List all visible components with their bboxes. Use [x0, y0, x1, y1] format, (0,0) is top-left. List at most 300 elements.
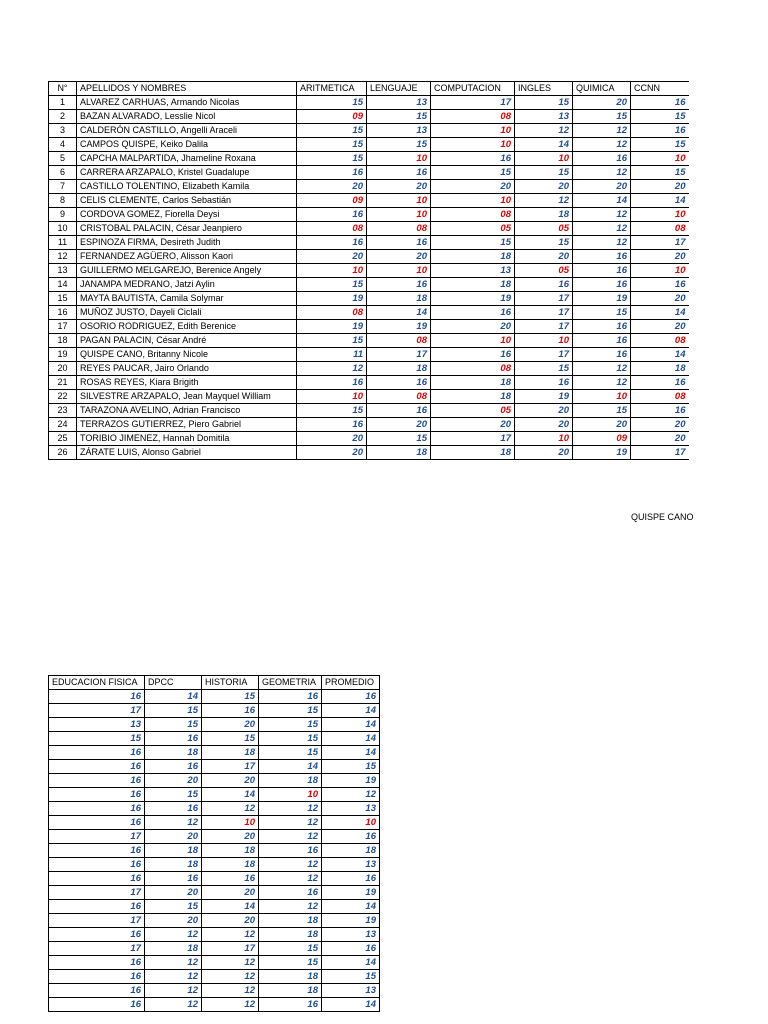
grade-cell: 20 — [202, 830, 259, 844]
grade-cell: 15 — [145, 718, 202, 732]
grade-cell: 13 — [322, 928, 380, 942]
student-name: ALVAREZ CARHUAS, Armando Nicolas — [77, 96, 297, 110]
grade-cell: 20 — [573, 418, 631, 432]
grade-cell: 14 — [322, 900, 380, 914]
grade-cell: 12 — [573, 138, 631, 152]
grade-cell: 20 — [515, 404, 573, 418]
table-row — [49, 194, 689, 208]
student-name: CORDOVA GOMEZ, Fiorella Deysi — [77, 208, 297, 222]
student-name: GUILLERMO MELGAREJO, Berenice Angely — [77, 264, 297, 278]
grade-cell: 14 — [515, 138, 573, 152]
grade-cell: 10 — [367, 208, 431, 222]
grade-cell: 12 — [297, 362, 367, 376]
row-number: 11 — [49, 236, 77, 250]
grade-cell: 15 — [145, 900, 202, 914]
grade-cell: 14 — [322, 956, 380, 970]
grade-cell: 15 — [431, 166, 515, 180]
grade-cell: 15 — [297, 152, 367, 166]
grade-cell: 12 — [145, 816, 202, 830]
student-name: CALDERÓN CASTILLO, Angelli Araceli — [77, 124, 297, 138]
grade-cell: 16 — [49, 956, 145, 970]
grade-cell: 20 — [515, 180, 573, 194]
grade-cell: 16 — [297, 166, 367, 180]
grade-cell: 08 — [431, 362, 515, 376]
student-name: QUISPE CANO, Britanny Nicole — [77, 348, 297, 362]
table-row — [49, 180, 689, 194]
grade-cell: 18 — [259, 928, 322, 942]
student-name: PAGAN PALACIN, César André — [77, 334, 297, 348]
row-number: 20 — [49, 362, 77, 376]
grade-cell: 12 — [573, 208, 631, 222]
grade-cell: 15 — [202, 690, 259, 704]
grade-cell: 14 — [322, 718, 380, 732]
table-row — [49, 914, 380, 928]
grade-cell: 16 — [145, 802, 202, 816]
grade-cell: 20 — [297, 432, 367, 446]
grade-cell: 10 — [631, 152, 689, 166]
grade-cell: 15 — [259, 956, 322, 970]
student-name: MAYTA BAUTISTA, Camila Solymar — [77, 292, 297, 306]
grade-cell: 16 — [49, 690, 145, 704]
table-row — [49, 334, 689, 348]
table-row — [49, 704, 380, 718]
grade-cell: 15 — [367, 110, 431, 124]
table-row — [49, 970, 380, 984]
row-number: 1 — [49, 96, 77, 110]
grade-cell: 15 — [297, 334, 367, 348]
column-header: ARITMETICA — [297, 82, 367, 96]
grade-cell: 15 — [259, 718, 322, 732]
grade-cell: 10 — [367, 194, 431, 208]
grade-cell: 17 — [431, 432, 515, 446]
student-name: ROSAS REYES, Kiara Brigith — [77, 376, 297, 390]
grade-cell: 20 — [515, 418, 573, 432]
grade-cell: 12 — [202, 984, 259, 998]
grade-cell: 16 — [259, 886, 322, 900]
grade-cell: 10 — [515, 334, 573, 348]
student-name: OSORIO RODRIGUEZ, Edith Berenice — [77, 320, 297, 334]
row-number: 16 — [49, 306, 77, 320]
grade-cell: 19 — [431, 292, 515, 306]
grade-cell: 15 — [631, 138, 689, 152]
grade-cell: 20 — [367, 250, 431, 264]
student-name: TORIBIO JIMENEZ, Hannah Domitila — [77, 432, 297, 446]
grade-cell: 16 — [49, 774, 145, 788]
grade-cell: 05 — [431, 222, 515, 236]
grade-cell: 20 — [367, 180, 431, 194]
grade-cell: 10 — [431, 124, 515, 138]
grade-cell: 15 — [297, 124, 367, 138]
grade-cell: 16 — [367, 376, 431, 390]
table-row — [49, 250, 689, 264]
table-row — [49, 774, 380, 788]
grade-cell: 10 — [297, 264, 367, 278]
grade-cell: 10 — [573, 390, 631, 404]
grade-cell: 08 — [367, 334, 431, 348]
grade-cell: 12 — [259, 816, 322, 830]
student-name: CASTILLO TOLENTINO, Elizabeth Kamila — [77, 180, 297, 194]
student-name: FERNANDEZ AGÜERO, Alisson Kaori — [77, 250, 297, 264]
grade-cell: 13 — [322, 802, 380, 816]
grade-cell: 17 — [631, 236, 689, 250]
grade-cell: 20 — [631, 250, 689, 264]
grade-cell: 10 — [431, 138, 515, 152]
grade-cell: 08 — [297, 222, 367, 236]
grade-cell: 14 — [631, 194, 689, 208]
grade-cell: 17 — [49, 914, 145, 928]
row-number: 21 — [49, 376, 77, 390]
row-number: 23 — [49, 404, 77, 418]
grade-cell: 18 — [431, 376, 515, 390]
grade-cell: 18 — [367, 362, 431, 376]
row-number: 19 — [49, 348, 77, 362]
grade-cell: 12 — [259, 872, 322, 886]
grade-cell: 12 — [515, 194, 573, 208]
grade-cell: 18 — [145, 942, 202, 956]
grade-cell: 18 — [431, 278, 515, 292]
table-row — [49, 872, 380, 886]
grade-cell: 14 — [202, 900, 259, 914]
row-number: 12 — [49, 250, 77, 264]
table-row — [49, 390, 689, 404]
grade-cell: 12 — [259, 802, 322, 816]
grade-cell: 18 — [515, 208, 573, 222]
grade-cell: 15 — [259, 942, 322, 956]
grade-cell: 16 — [297, 236, 367, 250]
grade-cell: 18 — [145, 858, 202, 872]
grade-cell: 12 — [145, 998, 202, 1012]
table-row — [49, 376, 689, 390]
grade-cell: 13 — [49, 718, 145, 732]
table-row — [49, 124, 689, 138]
grade-cell: 12 — [202, 998, 259, 1012]
row-number: 18 — [49, 334, 77, 348]
grade-cell: 12 — [202, 956, 259, 970]
column-header: PROMEDIO — [322, 676, 380, 690]
table-row — [49, 942, 380, 956]
grade-cell: 19 — [573, 292, 631, 306]
row-number: 22 — [49, 390, 77, 404]
student-name: REYES PAUCAR, Jairo Orlando — [77, 362, 297, 376]
grade-cell: 15 — [573, 306, 631, 320]
grade-cell: 17 — [515, 292, 573, 306]
grade-cell: 16 — [515, 376, 573, 390]
student-name: CAPCHA MALPARTIDA, Jhameline Roxana — [77, 152, 297, 166]
grade-cell: 20 — [202, 718, 259, 732]
grade-cell: 20 — [297, 446, 367, 460]
grade-cell: 16 — [49, 984, 145, 998]
row-number: 10 — [49, 222, 77, 236]
grade-cell: 16 — [49, 788, 145, 802]
grade-cell: 18 — [322, 844, 380, 858]
grade-cell: 10 — [202, 816, 259, 830]
grade-cell: 12 — [573, 362, 631, 376]
grade-cell: 20 — [431, 320, 515, 334]
grade-cell: 20 — [573, 96, 631, 110]
grade-cell: 16 — [49, 816, 145, 830]
grade-cell: 16 — [573, 264, 631, 278]
grade-cell: 16 — [49, 928, 145, 942]
grade-cell: 12 — [573, 166, 631, 180]
grade-cell: 16 — [573, 320, 631, 334]
grade-cell: 14 — [631, 348, 689, 362]
grade-cell: 20 — [145, 830, 202, 844]
table-row — [49, 746, 380, 760]
grade-cell: 16 — [49, 998, 145, 1012]
grade-cell: 12 — [202, 928, 259, 942]
table-row — [49, 900, 380, 914]
table-row — [49, 788, 380, 802]
grade-cell: 20 — [515, 446, 573, 460]
grade-cell: 20 — [202, 886, 259, 900]
column-header: N° — [49, 82, 77, 96]
grade-cell: 13 — [367, 96, 431, 110]
grade-cell: 16 — [367, 404, 431, 418]
grade-cell: 12 — [573, 376, 631, 390]
grade-cell: 16 — [631, 278, 689, 292]
grade-cell: 16 — [49, 872, 145, 886]
grade-cell: 09 — [297, 194, 367, 208]
grade-cell: 10 — [515, 432, 573, 446]
grade-cell: 14 — [573, 194, 631, 208]
grade-cell: 14 — [145, 690, 202, 704]
grade-cell: 16 — [259, 690, 322, 704]
grade-cell: 12 — [145, 984, 202, 998]
table-row — [49, 320, 689, 334]
table-row — [49, 208, 689, 222]
grade-cell: 19 — [322, 774, 380, 788]
grade-cell: 17 — [515, 320, 573, 334]
grade-cell: 16 — [297, 418, 367, 432]
column-header: QUIMICA — [573, 82, 631, 96]
table-row — [49, 418, 689, 432]
table-row — [49, 446, 689, 460]
grade-cell: 19 — [297, 292, 367, 306]
column-header: COMPUTACION — [431, 82, 515, 96]
column-header: INGLES — [515, 82, 573, 96]
header-row — [49, 676, 380, 690]
grade-cell: 13 — [431, 264, 515, 278]
table-row — [49, 292, 689, 306]
grade-cell: 08 — [631, 390, 689, 404]
grade-cell: 16 — [431, 152, 515, 166]
grade-cell: 15 — [515, 236, 573, 250]
grade-cell: 05 — [515, 264, 573, 278]
table-row — [49, 802, 380, 816]
grade-cell: 18 — [431, 446, 515, 460]
table-row — [49, 278, 689, 292]
table-row — [49, 236, 689, 250]
grade-cell: 15 — [322, 970, 380, 984]
grade-cell: 16 — [631, 96, 689, 110]
grade-cell: 14 — [322, 704, 380, 718]
grade-cell: 14 — [367, 306, 431, 320]
grade-cell: 12 — [145, 970, 202, 984]
student-name: TERRAZOS GUTIERREZ, Piero Gabriel — [77, 418, 297, 432]
row-number: 13 — [49, 264, 77, 278]
grade-cell: 15 — [259, 732, 322, 746]
grade-cell: 16 — [573, 250, 631, 264]
table-row — [49, 830, 380, 844]
student-name: CAMPOS QUISPE, Keiko Dalila — [77, 138, 297, 152]
grade-cell: 12 — [145, 928, 202, 942]
table-row — [49, 166, 689, 180]
grade-cell: 18 — [145, 746, 202, 760]
grade-cell: 13 — [322, 984, 380, 998]
table-row — [49, 886, 380, 900]
grade-cell: 10 — [367, 152, 431, 166]
grade-cell: 08 — [367, 222, 431, 236]
grade-cell: 16 — [49, 844, 145, 858]
student-name: CELIS CLEMENTE, Carlos Sebastián — [77, 194, 297, 208]
grade-cell: 16 — [322, 942, 380, 956]
grade-cell: 15 — [631, 110, 689, 124]
table-row — [49, 956, 380, 970]
table-row — [49, 984, 380, 998]
grade-cell: 16 — [322, 872, 380, 886]
grade-cell: 16 — [49, 760, 145, 774]
grade-cell: 16 — [631, 124, 689, 138]
grade-cell: 12 — [515, 124, 573, 138]
student-name: CARRERA ARZAPALO, Kristel Guadalupe — [77, 166, 297, 180]
grade-cell: 12 — [573, 124, 631, 138]
grade-cell: 20 — [297, 180, 367, 194]
grade-cell: 20 — [297, 250, 367, 264]
grade-cell: 18 — [367, 292, 431, 306]
table-row — [49, 306, 689, 320]
grade-cell: 20 — [631, 320, 689, 334]
grade-cell: 19 — [322, 886, 380, 900]
grade-cell: 08 — [431, 208, 515, 222]
grade-cell: 20 — [145, 774, 202, 788]
grade-cell: 17 — [202, 760, 259, 774]
grade-cell: 10 — [431, 194, 515, 208]
student-name: TARAZONA AVELINO, Adrian Francisco — [77, 404, 297, 418]
table-row — [49, 264, 689, 278]
grade-cell: 19 — [297, 320, 367, 334]
column-header: CCNN — [631, 82, 689, 96]
table-row — [49, 362, 689, 376]
grades-table — [48, 81, 689, 460]
grade-cell: 12 — [259, 830, 322, 844]
row-number: 17 — [49, 320, 77, 334]
grade-cell: 15 — [515, 362, 573, 376]
table-row — [49, 404, 689, 418]
column-header: APELLIDOS Y NOMBRES — [77, 82, 297, 96]
grade-cell: 20 — [631, 432, 689, 446]
grade-cell: 20 — [202, 774, 259, 788]
grade-cell: 20 — [631, 180, 689, 194]
column-header: DPCC — [145, 676, 202, 690]
header-row — [49, 82, 689, 96]
grade-cell: 10 — [631, 208, 689, 222]
grade-cell: 15 — [202, 732, 259, 746]
grade-cell: 14 — [202, 788, 259, 802]
column-header: GEOMETRIA — [259, 676, 322, 690]
grade-cell: 12 — [202, 970, 259, 984]
table-row — [49, 222, 689, 236]
grade-cell: 10 — [515, 152, 573, 166]
grade-cell: 15 — [297, 96, 367, 110]
grade-cell: 16 — [431, 348, 515, 362]
student-name: ZÁRATE LUIS, Alonso Gabriel — [77, 446, 297, 460]
grade-cell: 18 — [631, 362, 689, 376]
grade-cell: 12 — [322, 788, 380, 802]
grade-cell: 15 — [322, 760, 380, 774]
grade-cell: 19 — [322, 914, 380, 928]
grade-cell: 17 — [367, 348, 431, 362]
grade-cell: 15 — [367, 432, 431, 446]
column-header: LENGUAJE — [367, 82, 431, 96]
column-header: HISTORIA — [202, 676, 259, 690]
grade-cell: 16 — [631, 376, 689, 390]
grade-cell: 15 — [297, 404, 367, 418]
row-number: 7 — [49, 180, 77, 194]
grade-cell: 17 — [431, 96, 515, 110]
student-name: CRISTOBAL PALACIN, César Jeanpiero — [77, 222, 297, 236]
grade-cell: 16 — [431, 306, 515, 320]
grade-cell: 14 — [259, 760, 322, 774]
grade-cell: 16 — [49, 746, 145, 760]
grade-cell: 15 — [49, 732, 145, 746]
grade-cell: 20 — [431, 180, 515, 194]
grade-cell: 12 — [573, 236, 631, 250]
grade-cell: 16 — [573, 278, 631, 292]
table-row — [49, 718, 380, 732]
grade-cell: 14 — [322, 746, 380, 760]
grade-cell: 18 — [202, 858, 259, 872]
grade-cell: 20 — [631, 418, 689, 432]
table-row — [49, 858, 380, 872]
student-name: MUÑOZ JUSTO, Dayeli Ciclali — [77, 306, 297, 320]
table-row — [49, 110, 689, 124]
grade-cell: 18 — [259, 774, 322, 788]
row-number: 15 — [49, 292, 77, 306]
grade-cell: 16 — [49, 970, 145, 984]
row-number: 4 — [49, 138, 77, 152]
student-name: ESPINOZA FIRMA, Desireth Judith — [77, 236, 297, 250]
grade-cell: 16 — [297, 376, 367, 390]
grade-cell: 10 — [431, 334, 515, 348]
grade-cell: 05 — [431, 404, 515, 418]
grade-cell: 18 — [145, 844, 202, 858]
grade-cell: 17 — [49, 942, 145, 956]
table-row — [49, 432, 689, 446]
grade-cell: 15 — [367, 138, 431, 152]
grade-cell: 09 — [573, 432, 631, 446]
grade-cell: 17 — [49, 886, 145, 900]
table-row — [49, 816, 380, 830]
grade-cell: 17 — [515, 348, 573, 362]
row-number: 8 — [49, 194, 77, 208]
grade-cell: 09 — [297, 110, 367, 124]
grade-cell: 18 — [259, 970, 322, 984]
grade-cell: 15 — [515, 96, 573, 110]
table-row — [49, 760, 380, 774]
grade-cell: 16 — [145, 732, 202, 746]
table-row — [49, 96, 689, 110]
grade-cell: 20 — [573, 180, 631, 194]
grade-cell: 18 — [259, 914, 322, 928]
grade-cell: 20 — [145, 886, 202, 900]
row-number: 25 — [49, 432, 77, 446]
grade-cell: 15 — [431, 236, 515, 250]
grade-cell: 12 — [202, 802, 259, 816]
grade-cell: 13 — [322, 858, 380, 872]
grade-cell: 18 — [202, 746, 259, 760]
grade-cell: 20 — [145, 914, 202, 928]
grade-cell: 16 — [367, 166, 431, 180]
